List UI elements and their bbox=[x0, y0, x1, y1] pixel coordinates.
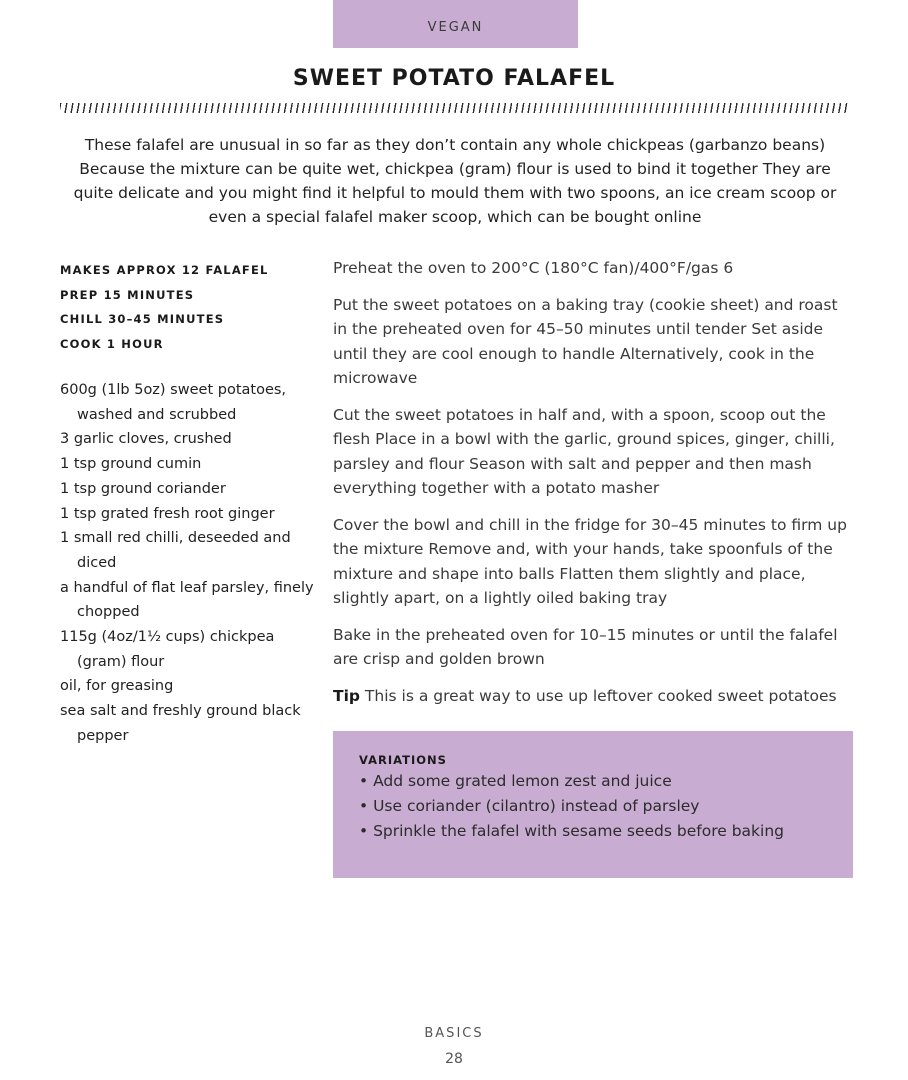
makes-info: MAKES APPROX 12 FALAFEL bbox=[60, 263, 269, 277]
ingredient-item: 1 tsp grated fresh root ginger bbox=[60, 505, 275, 522]
cook-time: COOK 1 HOUR bbox=[60, 336, 164, 351]
ingredient-list bbox=[60, 378, 325, 749]
variations-heading: VARIATIONS bbox=[359, 753, 447, 767]
tip-text: This is a great way to use up leftover cooked sweet potatoes bbox=[359, 686, 837, 705]
recipe-intro: These falafel are unusual in so far as they don’t contain any whole chickpeas (garbanzo beans) Because the mixture can be quite wet, chickpea (gram) flour is used to bind it together They are quite delicate and you might find it helpful to mould them with two spoons, an ice cream scoop or even a special falafel maker scoop, which can be bought online bbox=[73, 136, 837, 226]
variation-item: • Sprinkle the falafel with sesame seeds before baking bbox=[359, 819, 827, 844]
ingredient-item: 1 tsp ground cumin bbox=[60, 456, 202, 473]
method-step: Cut the sweet potatoes in half and, with a spoon, scoop out the flesh Place in a bowl with the garlic, ground spices, ginger, chilli, parsley and flour Season with salt and pepper and then mash everything together with a potato masher bbox=[333, 405, 835, 497]
footer-section-label: BASICS bbox=[424, 1026, 484, 1041]
ingredient-item: 1 small red chilli, deseeded and diced bbox=[60, 530, 291, 571]
method-steps bbox=[333, 256, 853, 720]
ingredient-item: sea salt and freshly ground black pepper bbox=[60, 703, 301, 744]
tip-paragraph bbox=[333, 684, 853, 709]
page-number: 28 bbox=[445, 1051, 463, 1067]
category-tab bbox=[333, 0, 578, 48]
variations-list bbox=[359, 769, 827, 844]
ingredient-item: 1 tsp ground coriander bbox=[60, 480, 226, 497]
chill-time: CHILL 30–45 MINUTES bbox=[60, 312, 225, 326]
tip-label: Tip bbox=[333, 686, 360, 705]
method-step: Preheat the oven to 200°C (180°C fan)/400°F/gas 6 bbox=[333, 259, 734, 277]
method-step: Bake in the preheated oven for 10–15 minutes or until the falafel are crisp and golden brown bbox=[333, 625, 838, 668]
method-step: Put the sweet potatoes on a baking tray (cookie sheet) and roast in the preheated oven for 45–50 minutes until tender Set aside until they are cool enough to handle Alternatively, cook in the microwave bbox=[333, 295, 838, 387]
recipe-meta bbox=[60, 258, 320, 356]
ingredient-item: 600g (1lb 5oz) sweet potatoes, washed and scrubbed bbox=[60, 382, 287, 423]
category-label: VEGAN bbox=[427, 19, 484, 35]
ingredient-item: 115g (4oz/1½ cups) chickpea (gram) flour bbox=[60, 629, 275, 670]
variation-item: • Use coriander (cilantro) instead of parsley bbox=[359, 794, 827, 819]
prep-time: PREP 15 MINUTES bbox=[60, 287, 195, 302]
ingredient-item: 3 garlic cloves, crushed bbox=[60, 431, 232, 448]
decorative-divider bbox=[60, 103, 850, 113]
method-step: Cover the bowl and chill in the fridge for 30–45 minutes to firm up the mixture Remove and, with your hands, take spoonfuls of the mixture and shape into balls Flatten them slightly and place, slightly apart, on a lightly oiled baking tray bbox=[333, 515, 847, 607]
recipe-title: SWEET POTATO FALAFEL bbox=[292, 66, 616, 91]
variation-item: • Add some grated lemon zest and juice bbox=[359, 769, 827, 794]
variations-box bbox=[333, 731, 853, 878]
ingredient-item: a handful of flat leaf parsley, finely chopped bbox=[60, 579, 314, 621]
ingredient-item: oil, for greasing bbox=[60, 678, 174, 695]
